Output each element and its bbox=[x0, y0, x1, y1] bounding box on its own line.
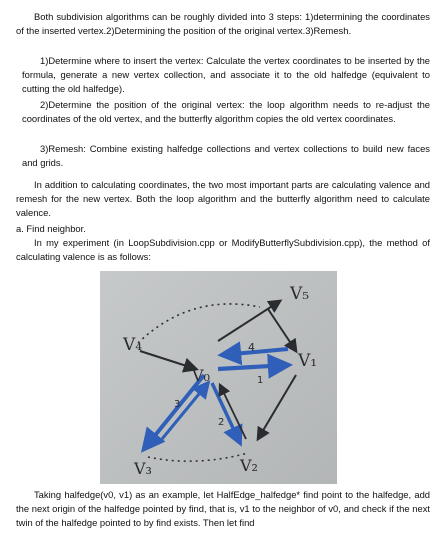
label-v4: V₄ bbox=[123, 335, 143, 355]
label-v3: V₃ bbox=[134, 459, 152, 478]
label-v5: V₅ bbox=[290, 284, 310, 304]
label-v1: V₁ bbox=[298, 351, 318, 371]
label-v2: V₂ bbox=[240, 456, 258, 475]
mesh-diagram bbox=[100, 271, 337, 484]
intro-paragraph: Both subdivision algorithms can be roughly divided into 3 steps: 1)determining the coordinates of the inserted vertex.2)Determining the position of the original vertex.3)Remesh. bbox=[16, 11, 430, 37]
step-1-paragraph: 1)Determine where to insert the vertex: Calculate the vertex coordinates to be inserted by the formula, generate a new vertex collection, and associate it to the old halfedge (equivalent to cutting the old halfedge). bbox=[22, 55, 430, 95]
valence-paragraph: In addition to calculating coordinates, the two most important parts are calculating valence and remesh for the new vertex. Both the loop algorithm and the butterfly algorithm need to calculate valence. bbox=[16, 179, 430, 219]
step-3-paragraph: 3)Remesh: Combine existing halfedge collections and vertex collections to build new faces and grids. bbox=[22, 143, 430, 169]
hand-drawn-mesh-figure bbox=[100, 271, 337, 484]
label-edge-1: 1 bbox=[257, 375, 264, 386]
label-edge-4: 4 bbox=[248, 341, 255, 354]
find-neighbor-heading: a. Find neighbor. bbox=[16, 223, 86, 234]
label-edge-3: 3 bbox=[174, 399, 181, 410]
label-edge-2: 2 bbox=[218, 417, 225, 428]
experiment-paragraph: In my experiment (in LoopSubdivision.cpp or ModifyButterflySubdivision.cpp), the method of calculating valence is as follows: bbox=[16, 237, 430, 263]
closing-paragraph: Taking halfedge(v0, v1) as an example, let HalfEdge_halfedge* find point to the halfedge, add the next origin of the halfedge pointed by find, that is, v1 to the neighbor of v0, and check if the next twin of the halfedge pointed to by find exists. Then let find bbox=[16, 489, 430, 529]
label-v0: V₀ bbox=[192, 366, 210, 385]
step-2-paragraph: 2)Determine the position of the original vertex: the loop algorithm needs to re-adjust the coordinates of the old vertex, and the butterfly algorithm copies the old vertex coordinates. bbox=[22, 99, 430, 125]
